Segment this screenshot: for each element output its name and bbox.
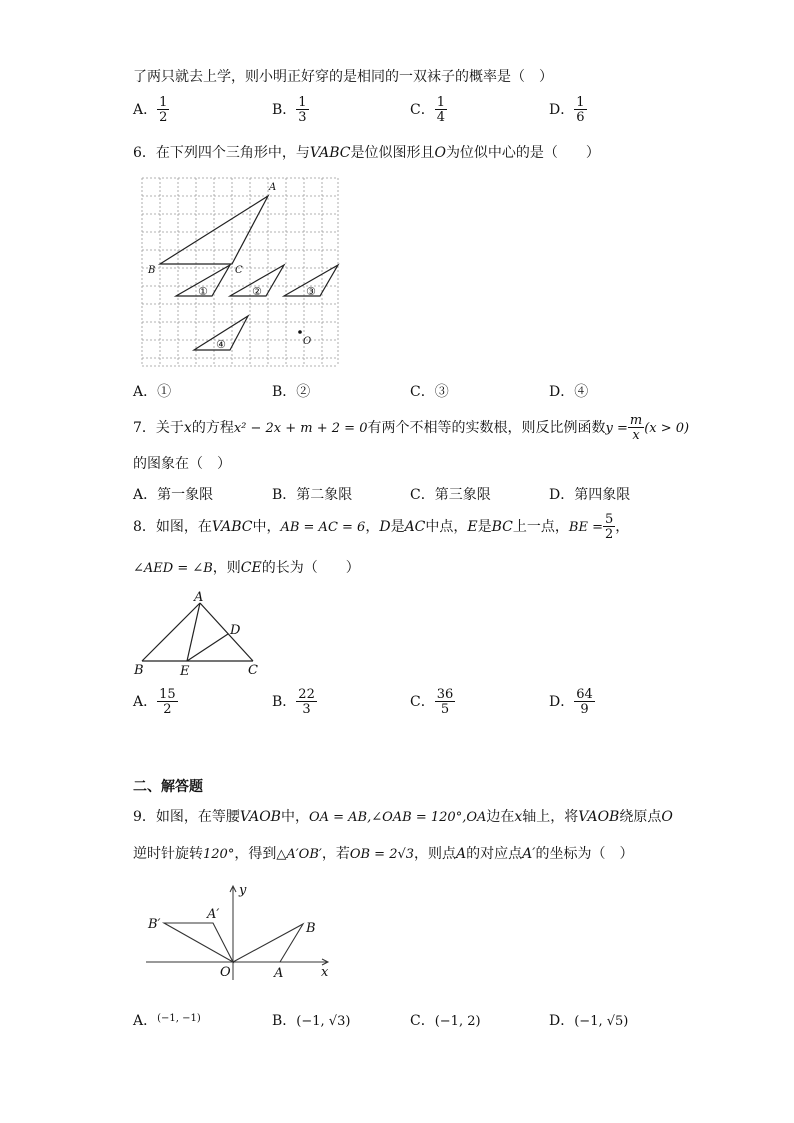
- q5-option-c[interactable]: C． $\frac{1}{4}$: [410, 95, 445, 125]
- q9-option-d[interactable]: D．(−1, √5): [549, 1013, 629, 1029]
- q8-option-d-fraction: $\frac{64}{9}$: [576, 687, 593, 717]
- q7-option-a[interactable]: A．第一象限: [133, 487, 214, 503]
- q5-stem: 了两只就去上学，则小明正好穿的是相同的一双袜子的概率是（ ）: [133, 69, 553, 85]
- q6-label-t1: ①: [198, 285, 208, 298]
- q6-label-t3: ③: [306, 285, 316, 298]
- section-title-answer-questions: 二、解答题: [133, 779, 203, 795]
- q9-label-a1: A′: [207, 907, 220, 922]
- q8-option-d[interactable]: D． $\frac{64}{9}$: [549, 687, 593, 717]
- q8-option-c[interactable]: C． $\frac{36}{5}$: [410, 687, 454, 717]
- q7-stem-line2: 的图象在（ ）: [133, 456, 231, 472]
- q7-func-fraction: $\frac{m}{x}$: [629, 413, 643, 443]
- q6-stem: 6．在下列四个三角形中，与VABC是位似图形且O为位似中心的是（ ）: [133, 145, 600, 161]
- q8-option-b-fraction: $\frac{22}{3}$: [298, 687, 315, 717]
- q8-side-ac: [200, 603, 253, 661]
- q9-stem-line2: 逆时针旋转120°，得到△A′OB′，若OB = 2√3，则点A的对应点A′的坐标为（ ）: [133, 846, 634, 862]
- q7-option-c[interactable]: C．第三象限: [410, 487, 491, 503]
- q8-label-e: E: [180, 664, 190, 678]
- q6-label-b: B: [148, 265, 156, 276]
- q8-triangle-figure: [130, 588, 270, 678]
- q9-option-c[interactable]: C．(−1, 2): [410, 1013, 481, 1029]
- q7-option-b[interactable]: B．第二象限: [272, 487, 353, 503]
- q8-side-ab: [142, 603, 200, 661]
- q8-stem-line2: ∠AED = ∠B，则CE的长为（ ）: [133, 560, 360, 576]
- q8-segment-ae: [187, 603, 200, 661]
- q5-option-c-fraction: $\frac{1}{4}$: [436, 95, 445, 125]
- q5-option-d[interactable]: D． $\frac{1}{6}$: [549, 95, 585, 125]
- q5-option-d-fraction: $\frac{1}{6}$: [576, 95, 585, 125]
- q6-label-o: O: [303, 336, 312, 347]
- q8-option-a-fraction: $\frac{15}{2}$: [159, 687, 176, 717]
- q6-option-c[interactable]: C．③: [410, 384, 449, 400]
- q9-label-x: x: [321, 965, 329, 980]
- q8-segment-ed: [187, 634, 228, 661]
- q8-label-c: C: [248, 663, 258, 678]
- q6-label-t2: ②: [252, 285, 262, 298]
- q5-option-b-fraction: $\frac{1}{3}$: [298, 95, 307, 125]
- q8-option-b[interactable]: B． $\frac{22}{3}$: [272, 687, 315, 717]
- q9-label-y: y: [239, 883, 247, 898]
- q9-label-b: B: [306, 921, 316, 936]
- q6-label-t4: ④: [216, 338, 226, 351]
- q8-option-a[interactable]: A． $\frac{15}{2}$: [133, 687, 176, 717]
- q9-option-b[interactable]: B．(−1, √3): [272, 1013, 351, 1029]
- q9-label-a: A: [274, 966, 284, 981]
- q7-stem: 7．关于x的方程x² − 2x + m + 2 = 0有两个不相等的实数根，则反比例函数y = $\frac{m}{x}$ (x > 0): [133, 413, 690, 443]
- q9-label-b1: B′: [148, 917, 161, 932]
- q8-be-fraction: $\frac{5}{2}$: [604, 512, 614, 542]
- q9-stem: 9．如图，在等腰VAOB中，OA = AB,∠OAB = 120°,OA边在x轴上，将VAOB绕原点O: [133, 809, 673, 825]
- q8-stem: 8．如图，在VABC中，AB = AC = 6，D是AC中点，E是BC上一点，BE = $\frac{5}{2}$ ，: [133, 512, 630, 542]
- q9-option-a[interactable]: A．$^{(-1, -1)}$: [133, 1013, 201, 1029]
- q6-point-o: [298, 330, 302, 334]
- q6-option-b[interactable]: B．②: [272, 384, 311, 400]
- q6-option-a[interactable]: A．①: [133, 384, 172, 400]
- q8-option-c-fraction: $\frac{36}{5}$: [436, 687, 454, 717]
- q9-triangle-aob: [233, 924, 303, 962]
- q5-option-a[interactable]: A． $\frac{1}{2}$: [133, 95, 168, 125]
- q8-label-d: D: [230, 623, 241, 638]
- q9-coordinate-figure: [140, 880, 340, 984]
- q6-option-d[interactable]: D．④: [549, 384, 589, 400]
- q9-label-o: O: [220, 965, 231, 980]
- q6-label-a: A: [269, 182, 277, 193]
- q6-grid-figure: [138, 174, 346, 372]
- q6-label-c: C: [235, 265, 243, 276]
- q9-triangle-a1ob1: [164, 923, 233, 962]
- q8-label-a: A: [194, 590, 204, 605]
- q8-label-b: B: [134, 663, 144, 678]
- q5-option-a-fraction: $\frac{1}{2}$: [159, 95, 168, 125]
- q5-option-b[interactable]: B． $\frac{1}{3}$: [272, 95, 307, 125]
- q7-option-d[interactable]: D．第四象限: [549, 487, 631, 503]
